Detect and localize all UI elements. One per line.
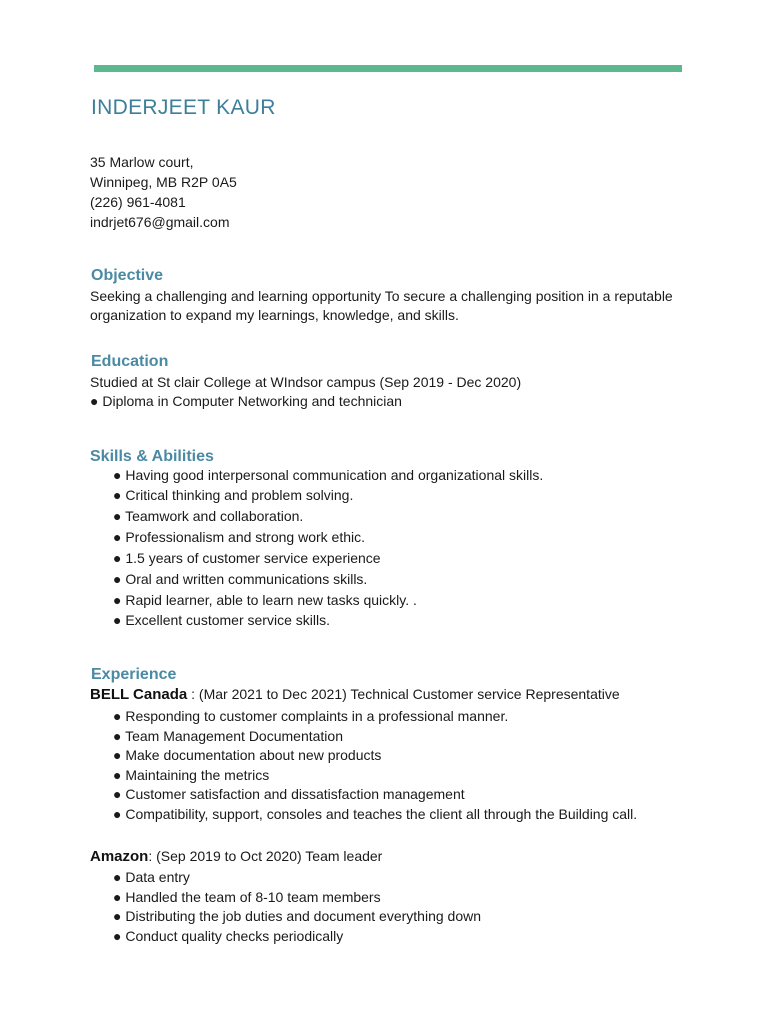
job-title-amazon bbox=[90, 848, 382, 865]
list-item: ● Professionalism and strong work ethic. bbox=[113, 529, 366, 545]
education-line-1: Studied at St clair College at WIndsor campus (Sep 2019 - Dec 2020) bbox=[90, 374, 522, 390]
list-item: ● Data entry bbox=[113, 869, 190, 885]
list-item: ● Distributing the job duties and document everything down bbox=[113, 908, 482, 924]
experience-heading: Experience bbox=[91, 666, 177, 683]
education-text bbox=[90, 373, 690, 411]
list-item: ● Teamwork and collaboration. bbox=[113, 508, 304, 524]
skills-heading: Skills & Abilities bbox=[90, 448, 214, 465]
address-line-2: Winnipeg, MB R2P 0A5 bbox=[90, 174, 237, 190]
list-item: ● 1.5 years of customer service experience bbox=[113, 550, 381, 566]
list-item: ● Responding to customer complaints in a professional manner. bbox=[113, 708, 509, 724]
address-line-1: 35 Marlow court, bbox=[90, 154, 194, 170]
list-item: ● Conduct quality checks periodically bbox=[113, 927, 344, 944]
education-heading: Education bbox=[91, 353, 169, 370]
objective-text bbox=[90, 287, 690, 325]
objective-line-2: organization to expand my learnings, knowledge, and skills. bbox=[90, 307, 459, 323]
list-item: ● Rapid learner, able to learn new tasks quickly. . bbox=[113, 592, 417, 608]
bell-duties-list bbox=[113, 707, 637, 824]
objective-heading: Objective bbox=[91, 267, 164, 284]
list-item: ● Oral and written communications skills. bbox=[113, 571, 368, 587]
skills-list bbox=[113, 467, 543, 632]
company-name: Amazon bbox=[90, 848, 149, 865]
list-item: ● Handled the team of 8-10 team members bbox=[113, 888, 381, 905]
company-name: BELL Canada bbox=[90, 686, 188, 703]
list-item: ● Maintaining the metrics bbox=[113, 766, 270, 783]
education-line-2: ● Diploma in Computer Networking and technician bbox=[90, 393, 402, 409]
job-details: : (Sep 2019 to Oct 2020) Team leader bbox=[148, 848, 383, 864]
phone-number: (226) 961-4081 bbox=[90, 194, 186, 210]
amazon-duties-list bbox=[113, 868, 481, 946]
top-accent-rule bbox=[94, 65, 682, 72]
contact-block bbox=[90, 152, 237, 232]
list-item: ● Compatibility, support, consoles and teaches the client all through the Building call. bbox=[113, 805, 638, 822]
job-title-bell bbox=[90, 686, 620, 703]
list-item: ● Make documentation about new products bbox=[113, 747, 382, 763]
objective-line-1: Seeking a challenging and learning opportunity To secure a challenging position in a reputable bbox=[90, 288, 673, 304]
job-details: : (Mar 2021 to Dec 2021) Technical Customer service Representative bbox=[187, 686, 620, 702]
list-item: ● Critical thinking and problem solving. bbox=[113, 487, 354, 503]
list-item: ● Team Management Documentation bbox=[113, 727, 343, 744]
list-item: ● Customer satisfaction and dissatisfaction management bbox=[113, 786, 465, 802]
list-item: ● Having good interpersonal communication and organizational skills. bbox=[113, 467, 544, 483]
list-item: ● Excellent customer service skills. bbox=[113, 612, 330, 628]
email-address: indrjet676@gmail.com bbox=[90, 214, 230, 230]
resume-name: INDERJEET KAUR bbox=[91, 96, 276, 119]
